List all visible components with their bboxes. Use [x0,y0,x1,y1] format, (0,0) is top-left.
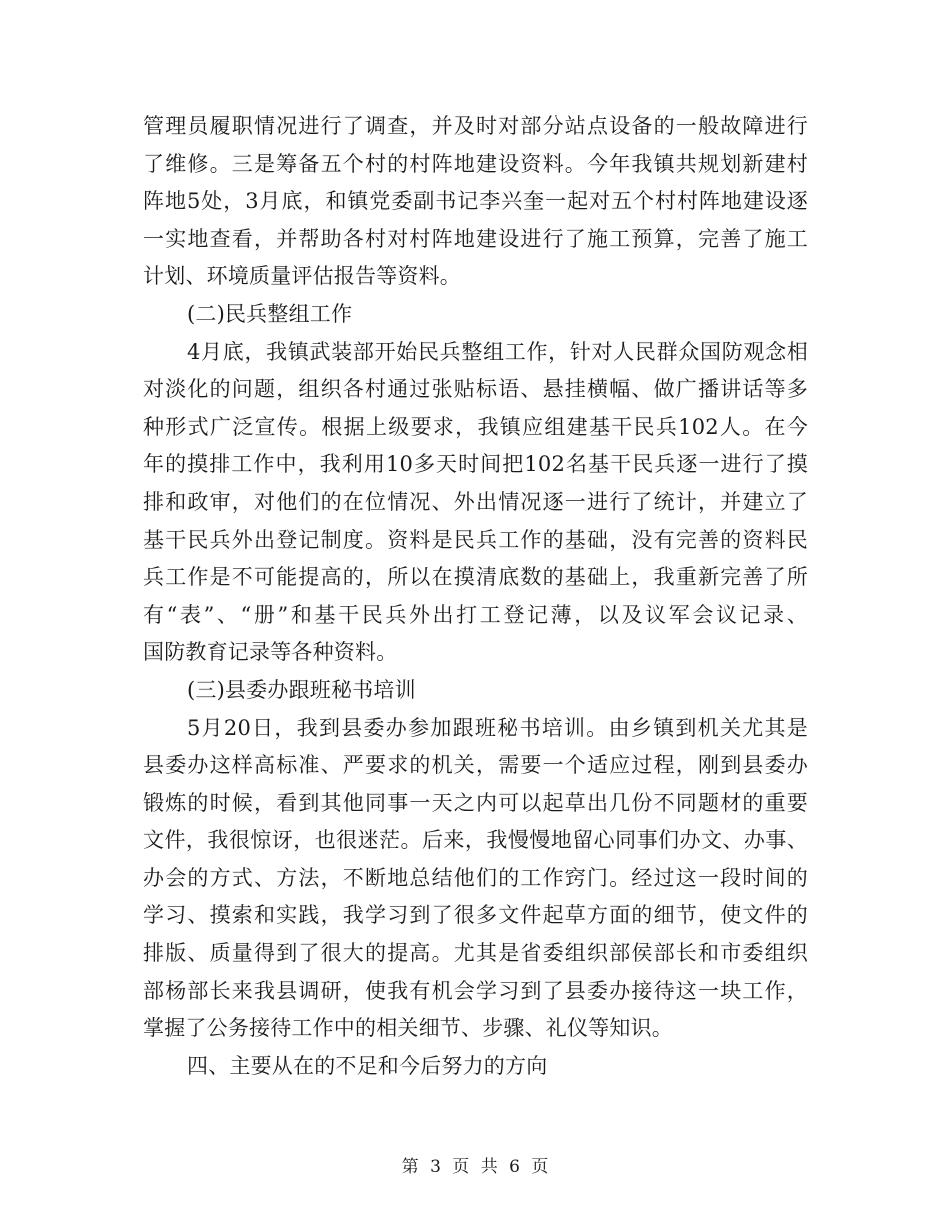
page-number-footer: 第 3 页 共 6 页 [401,1157,549,1177]
text-line: 基干民兵外出登记制度。资料是民兵工作的基础，没有完善的资料民 [143,527,808,552]
text-line: 4月底，我镇武装部开始民兵整组工作，针对人民群众国防观念相 [187,339,808,364]
text-line: 县委办这样高标准、严要求的机关，需要一个适应过程，刚到县委办 [143,753,808,778]
paragraph [143,334,808,672]
text-line: 排和政审，对他们的在位情况、外出情况逐一进行了统计，并建立了 [143,489,808,514]
text-line: 管理员履职情况进行了调查，并及时对部分站点设备的一般故障进行 [143,114,808,138]
text-line: 排版、质量得到了很大的提高。尤其是省委组织部侯部长和市委组织 [143,941,808,966]
paragraph [143,108,808,296]
text-line: 掌握了公务接待工作中的相关细节、步骤、礼仪等知识。 [143,1016,673,1041]
text-line: 种形式广泛宣传。根据上级要求，我镇应组建基干民兵102人。在今 [143,414,808,439]
text-line: 年的摸排工作中，我利用10多天时间把102名基干民兵逐一进行了摸 [143,452,808,477]
text-line: 有“表”、“册”和基干民兵外出打工登记薄，以及议军会议记录、 [143,602,808,627]
section-heading [143,1048,808,1086]
text-line: 对淡化的问题，组织各村通过张贴标语、悬挂横幅、做广播讲话等多 [143,377,808,402]
text-line: 锻炼的时候，看到其他同事一天之内可以起草出几份不同题材的重要 [143,790,808,815]
text-line: 计划、环境质量评估报告等资料。 [143,264,461,289]
text-line: 文件，我很惊讶，也很迷茫。后来，我慢慢地留心同事们办文、办事、 [143,828,808,853]
text-line: 部杨部长来我县调研，使我有机会学习到了县委办接待这一块工作， [143,978,808,1003]
text-line: 了维修。三是筹备五个村的村阵地建设资料。今年我镇共规划新建村 [143,151,808,176]
paragraph [143,710,808,1048]
text-line: 一实地查看，并帮助各村对村阵地建设进行了施工预算，完善了施工 [143,226,808,251]
text-line: 学习、摸索和实践，我学习到了很多文件起草方面的细节，使文件的 [143,903,808,928]
text-line: 5月20日，我到县委办参加跟班秘书培训。由乡镇到机关尤其是 [187,715,808,740]
heading-text: (三)县委办跟班秘书培训 [187,677,416,702]
section-heading [143,672,808,710]
document-body [143,108,808,1085]
text-line: 办会的方式、方法，不断地总结他们的工作窍门。经过这一段时间的 [143,865,808,890]
text-line: 兵工作是不可能提高的，所以在摸清底数的基础上，我重新完善了所 [143,565,808,590]
heading-text: 四、主要从在的不足和今后努力的方向 [187,1053,548,1078]
text-line: 国防教育记录等各种资料。 [143,640,398,665]
heading-text: (二)民兵整组工作 [187,301,353,326]
text-line: 阵地5处，3月底，和镇党委副书记李兴奎一起对五个村村阵地建设逐 [143,189,808,214]
section-heading [143,296,808,334]
